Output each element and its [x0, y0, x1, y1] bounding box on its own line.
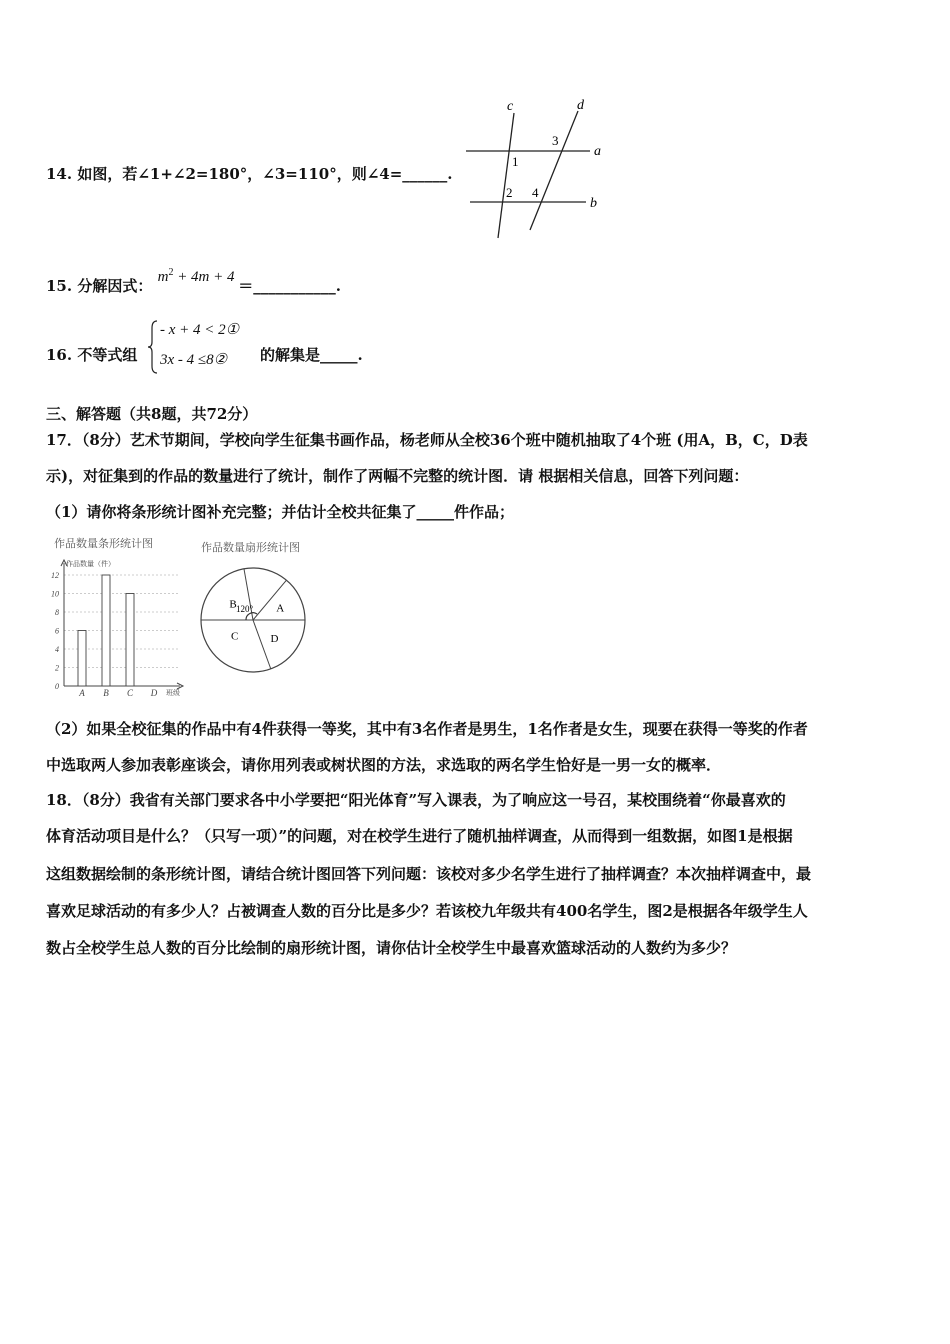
q15-m: m: [157, 269, 169, 285]
q15-number: 15.: [46, 277, 73, 295]
line-c: [498, 113, 514, 238]
pie-chart-title: 作品数量扇形统计图: [201, 541, 300, 554]
bar-chart-ytick-8: 8: [55, 608, 59, 617]
bar-chart-xtick-D: D: [150, 688, 158, 698]
q18-line-4: 喜欢足球活动的有多少人？占被调查人数的百分比是多少？若该校九年级共有400名学生，图2是根据各年级学生人: [46, 902, 808, 920]
q16-suffix: 的解集是_____.: [260, 346, 363, 364]
bar-chart-ylabel: 作品数量（件）: [66, 560, 115, 568]
section-heading: 三、解答题（共8题，共72分）: [46, 405, 258, 423]
label-angle-2: 2: [506, 185, 513, 200]
bar-chart-xtick-C: C: [126, 688, 134, 698]
q16-ineq-1: - x + 4 < 2①: [160, 322, 240, 338]
q16-ineq-2: 3x - 4 ≤8②: [160, 352, 228, 368]
q18-line-5: 数占全校学生总人数的百分比绘制的扇形统计图，请你估计全校学生中最喜欢篮球活动的人数约为多少？: [46, 939, 737, 957]
q16-number: 16.: [46, 346, 73, 364]
bar-A: [78, 631, 86, 687]
q14-figure: [460, 95, 610, 245]
label-angle-1: 1: [512, 154, 519, 169]
q14-body: 如图，若∠1+∠2=180°，∠3=110°，则∠4=______.: [77, 165, 453, 183]
label-angle-3: 3: [552, 133, 559, 148]
q18-line-3: 这组数据绘制的条形统计图，请结合统计图回答下列问题：该校对多少名学生进行了抽样调查？本次抽样调查中，最: [46, 865, 812, 883]
q16-system: [148, 318, 258, 376]
q16-prefix: 不等式组: [77, 346, 138, 364]
pie-chart: [195, 537, 330, 677]
brace-icon: [148, 320, 158, 374]
pie-label-B: B: [229, 598, 237, 611]
bar-chart-yticks: [51, 571, 59, 691]
q17-part-2-line-2: 中选取两人参加表彰座谈会，请你用列表或树状图的方法，求选取的两名学生恰好是一男一女的概率．: [46, 756, 722, 774]
q15-exponent: 2: [168, 267, 174, 278]
q14-text: [46, 164, 452, 184]
bar-chart-xtick-B: B: [103, 688, 109, 698]
bar-chart-ytick-0: 0: [55, 682, 59, 691]
bar-chart-xlabel: 班级: [166, 689, 180, 697]
pie-label-C: C: [230, 630, 239, 643]
q15-expression: [158, 269, 239, 285]
q17-line-1: 17．（8分）艺术节期间，学校向学生征集书画作品，杨老师从全校36个班中随机抽取了4个班 (用A，B，C，D表: [46, 431, 808, 449]
label-a: a: [594, 144, 601, 159]
bar-chart: [40, 533, 200, 698]
q15-suffix: ＝___________.: [238, 277, 341, 295]
q16-text: [46, 345, 137, 365]
bar-C: [126, 594, 134, 687]
bar-chart-title: 作品数量条形统计图: [54, 537, 153, 550]
bar-chart-ytick-4: 4: [55, 645, 59, 654]
q18-line-1: 18．（8分）我省有关部门要求各中小学要把“阳光体育”写入课表，为了响应这一号召，某校围绕着“你最喜欢的: [46, 791, 786, 809]
q15-prefix: 分解因式：: [77, 277, 153, 295]
q15-text: [46, 267, 341, 297]
q17-part-2-line-1: （2）如果全校征集的作品中有4件获得一等奖，其中有3名作者是男生，1名作者是女生，现要在获得一等奖的作者: [46, 720, 808, 738]
q17-part-1: （1）请你将条形统计图补充完整；并估计全校共征集了_____件作品；: [46, 503, 514, 521]
bar-chart-ytick-6: 6: [55, 626, 59, 636]
label-b: b: [590, 196, 597, 211]
bar-chart-ytick-10: 10: [51, 589, 59, 599]
bar-chart-xticks: [78, 688, 158, 698]
pie-divider: [253, 620, 271, 669]
bar-B: [102, 575, 110, 686]
pie-label-A: A: [276, 602, 285, 615]
q17-line-2: 示)，对征集到的作品的数量进行了统计，制作了两幅不完整的统计图．请 根据相关信息，回答下列问题：: [46, 467, 749, 485]
label-c: c: [507, 99, 514, 114]
q18-line-2: 体育活动项目是什么？（只写一项）”的问题，对在校学生进行了随机抽样调查，从而得到一组数据，如图1是根据: [46, 827, 793, 845]
bar-chart-xtick-A: A: [79, 688, 85, 698]
q15-rest: + 4m + 4: [173, 269, 235, 285]
bar-chart-bars: [78, 575, 134, 686]
q14-number: 14.: [46, 165, 73, 183]
bar-chart-ytick-12: 12: [51, 571, 59, 580]
bar-chart-ytick-2: 2: [55, 663, 59, 673]
label-angle-4: 4: [532, 185, 539, 200]
pie-annotation: 120°: [236, 604, 254, 614]
line-d: [530, 111, 578, 230]
pie-label-D: D: [270, 632, 279, 645]
label-d: d: [577, 98, 584, 113]
pie-slices: [201, 569, 305, 669]
